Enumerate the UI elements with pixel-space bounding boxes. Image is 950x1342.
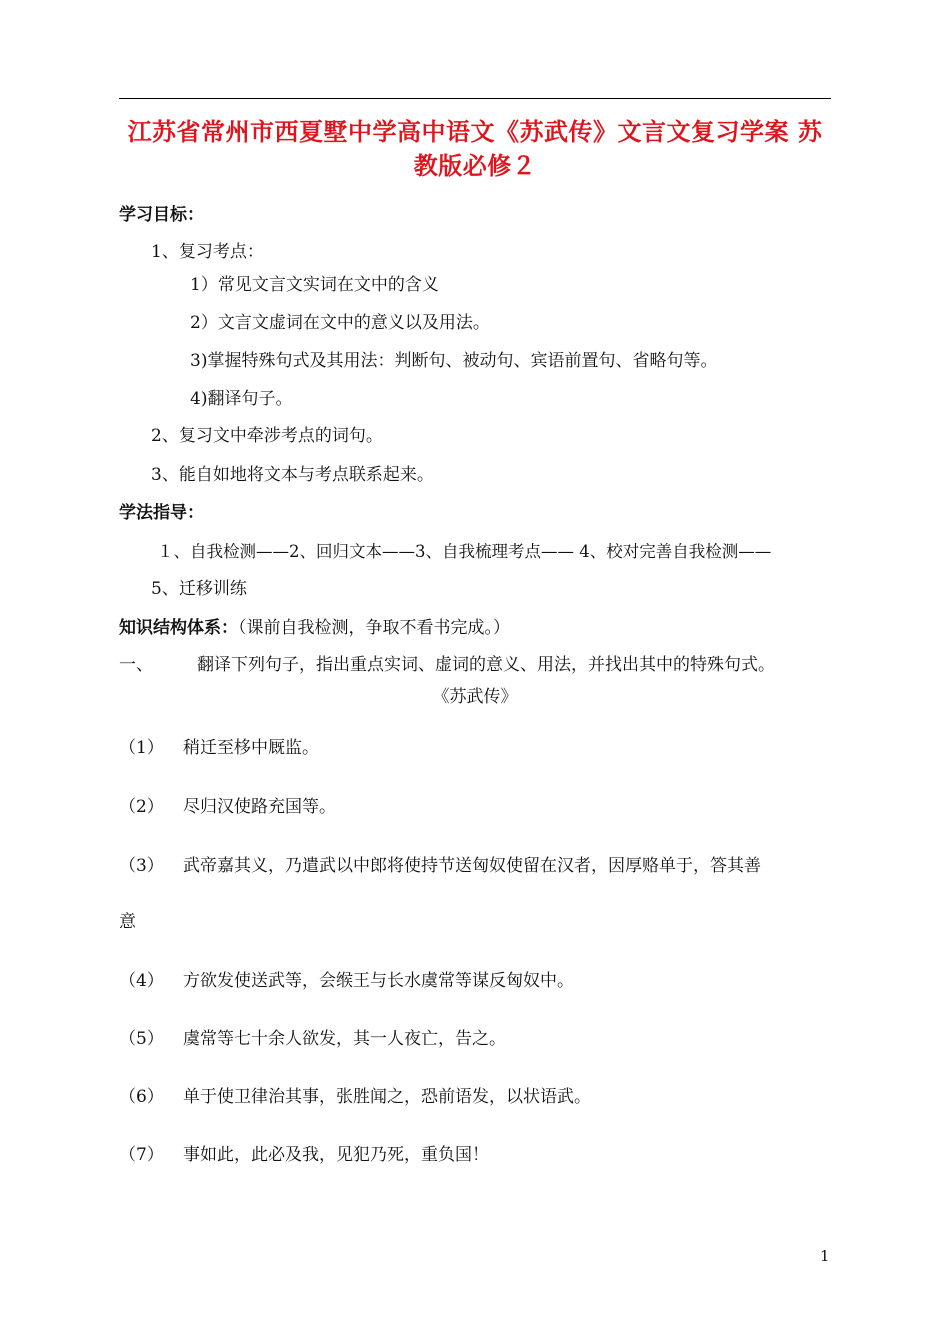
goal-1-4: 4)翻译句子。 bbox=[190, 389, 293, 409]
header-rule bbox=[119, 98, 831, 99]
list-item bbox=[119, 1027, 506, 1051]
goal-1: 1、复习考点： bbox=[151, 242, 264, 262]
item-text: 稍迁至栘中厩监。 bbox=[183, 738, 319, 758]
section-1-number: 一、 bbox=[119, 655, 153, 675]
page-number: 1 bbox=[820, 1247, 830, 1265]
item-text: 方欲发使送武等，会缑王与长水虞常等谋反匈奴中。 bbox=[183, 971, 574, 991]
list-item-continuation bbox=[119, 910, 136, 934]
goal-1-3: 3)掌握特殊句式及其用法：判断句、被动句、宾语前置句、省略句等。 bbox=[190, 351, 718, 371]
structure-line bbox=[119, 616, 510, 640]
item-text: 单于使卫律治其事，张胜闻之，恐前语发，以状语武。 bbox=[183, 1087, 591, 1107]
item-number: （7） bbox=[119, 1145, 164, 1165]
section-1-instruction: 翻译下列句子，指出重点实词、虚词的意义、用法，并找出其中的特殊句式。 bbox=[197, 655, 775, 675]
document-title-line1: 江苏省常州市西夏墅中学高中语文《苏武传》文言文复习学案 苏 bbox=[127, 118, 823, 146]
list-item bbox=[119, 1085, 591, 1109]
list-item bbox=[119, 1143, 489, 1167]
goal-2: 2、复习文中牵涉考点的词句。 bbox=[151, 426, 383, 446]
item-text: 虞常等七十余人欲发，其一人夜亡，告之。 bbox=[183, 1029, 506, 1049]
goal-1-2: 2）文言文虚词在文中的意义以及用法。 bbox=[190, 313, 490, 333]
goals-heading: 学习目标： bbox=[119, 205, 204, 225]
item-number: （4） bbox=[119, 971, 164, 991]
method-heading: 学法指导： bbox=[119, 503, 204, 523]
text-subtitle: 《苏武传》 bbox=[432, 687, 518, 707]
item-text: 武帝嘉其义，乃遣武以中郎将使持节送匈奴使留在汉者，因厚赂单于，答其善 bbox=[183, 856, 761, 876]
structure-heading: 知识结构体系： bbox=[119, 618, 238, 638]
list-item bbox=[119, 736, 319, 760]
list-item bbox=[119, 854, 761, 878]
item-text: 意 bbox=[119, 912, 136, 932]
method-line-1: １、自我检测——2、回归文本——3、自我梳理考点—— 4、校对完善自我检测—— bbox=[157, 542, 772, 561]
list-item bbox=[119, 969, 574, 993]
item-number: （1） bbox=[119, 738, 164, 758]
goal-1-1: 1）常见文言文实词在文中的含义 bbox=[190, 275, 439, 295]
goal-3: 3、能自如地将文本与考点联系起来。 bbox=[151, 465, 434, 485]
item-number: （2） bbox=[119, 797, 164, 817]
list-item bbox=[119, 795, 336, 819]
document-title-line2: 教版必修２ bbox=[413, 152, 537, 180]
item-number: （3） bbox=[119, 856, 164, 876]
item-text: 事如此，此必及我，见犯乃死，重负国！ bbox=[183, 1145, 489, 1165]
method-line-2: 5、迁移训练 bbox=[151, 579, 247, 599]
structure-note: （课前自我检测，争取不看书完成。） bbox=[238, 618, 510, 638]
item-number: （6） bbox=[119, 1087, 164, 1107]
item-text: 尽归汉使路充国等。 bbox=[183, 797, 336, 817]
item-number: （5） bbox=[119, 1029, 164, 1049]
